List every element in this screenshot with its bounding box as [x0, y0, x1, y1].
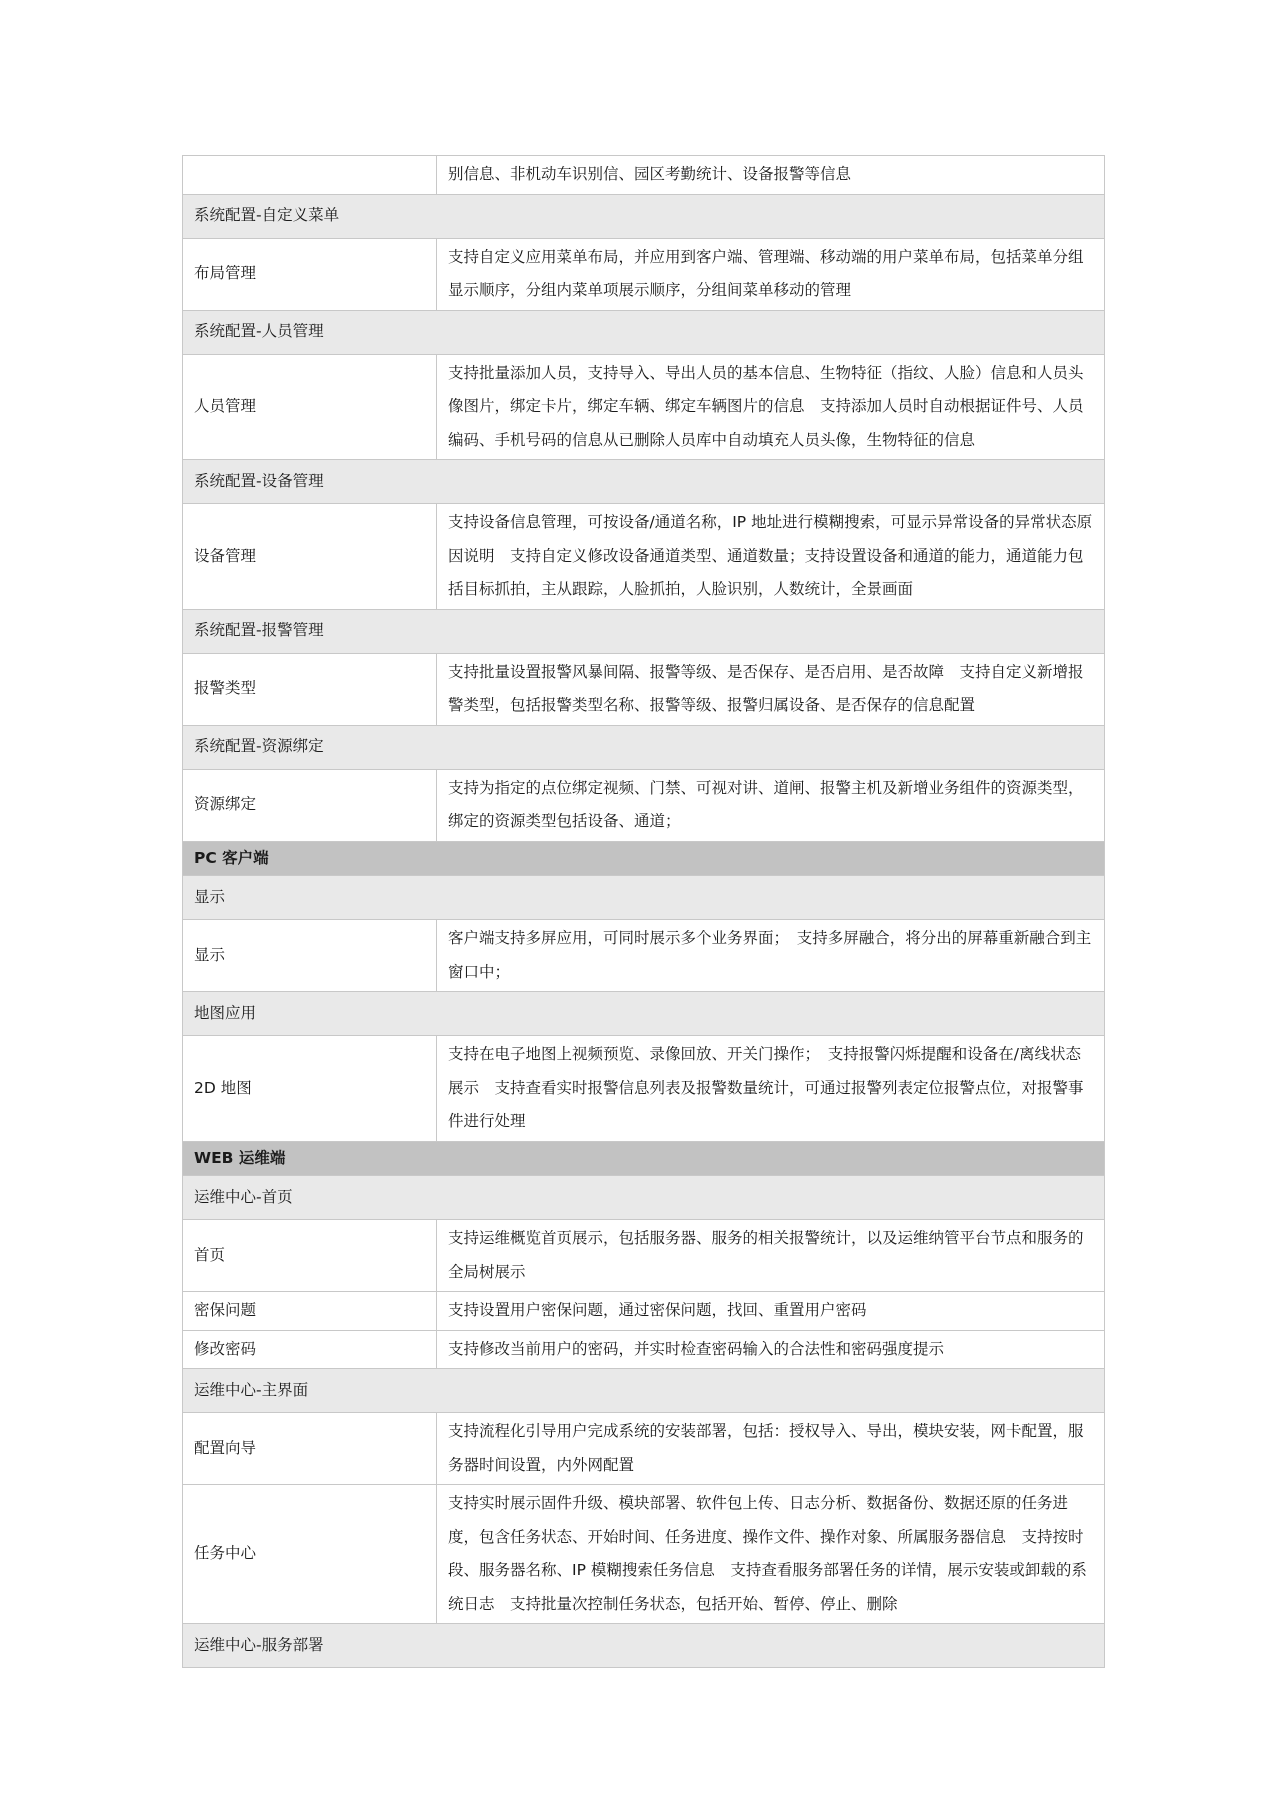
feature-description: 支持设备信息管理，可按设备/通道名称，IP 地址进行模糊搜索，可显示异常设备的异常状态原因说明 支持自定义修改设备通道类型、通道数量；支持设置设备和通道的能力，通道能力包括目标抓拍，主从跟踪，人脸抓拍，人脸识别，人数统计，全景画面: [437, 504, 1105, 610]
table-row: [183, 1036, 1105, 1142]
feature-name: 2D 地图: [183, 1036, 437, 1142]
feature-description: 客户端支持多屏应用，可同时展示多个业务界面； 支持多屏融合，将分出的屏幕重新融合到主窗口中；: [437, 920, 1105, 992]
major-section-title: WEB 运维端: [183, 1141, 1105, 1176]
feature-name: 密保问题: [183, 1292, 437, 1331]
feature-name: 配置向导: [183, 1413, 437, 1485]
section-row: [183, 876, 1105, 920]
major-section-title: PC 客户端: [183, 841, 1105, 876]
section-title: 运维中心-首页: [183, 1176, 1105, 1220]
table-row: [183, 1485, 1105, 1624]
section-title: 运维中心-服务部署: [183, 1624, 1105, 1668]
feature-description: 支持流程化引导用户完成系统的安装部署，包括：授权导入、导出，模块安装，网卡配置，服务器时间设置，内外网配置: [437, 1413, 1105, 1485]
table-row: [183, 1292, 1105, 1331]
feature-description: 支持运维概览首页展示，包括服务器、服务的相关报警统计，以及运维纳管平台节点和服务的全局树展示: [437, 1220, 1105, 1292]
section-row: [183, 460, 1105, 504]
section-row: [183, 1369, 1105, 1413]
feature-description: 支持修改当前用户的密码，并实时检查密码输入的合法性和密码强度提示: [437, 1330, 1105, 1369]
spec-table: [182, 155, 1105, 1668]
feature-name: 首页: [183, 1220, 437, 1292]
table-row: [183, 653, 1105, 725]
table-row: [183, 238, 1105, 310]
major-section-row: [183, 1141, 1105, 1176]
table-row: [183, 1330, 1105, 1369]
feature-description: 支持在电子地图上视频预览、录像回放、开关门操作； 支持报警闪烁提醒和设备在/离线状态展示 支持查看实时报警信息列表及报警数量统计，可通过报警列表定位报警点位，对报警事件进行处理: [437, 1036, 1105, 1142]
table-row: [183, 920, 1105, 992]
section-title: 系统配置-报警管理: [183, 609, 1105, 653]
table-row: [183, 769, 1105, 841]
feature-description: 支持为指定的点位绑定视频、门禁、可视对讲、道闸、报警主机及新增业务组件的资源类型，绑定的资源类型包括设备、通道；: [437, 769, 1105, 841]
feature-description: 支持自定义应用菜单布局，并应用到客户端、管理端、移动端的用户菜单布局，包括菜单分组显示顺序，分组内菜单项展示顺序，分组间菜单移动的管理: [437, 238, 1105, 310]
spec-table-body: [183, 156, 1105, 1668]
table-row: [183, 1413, 1105, 1485]
section-title: 显示: [183, 876, 1105, 920]
feature-description: 别信息、非机动车识别信、园区考勤统计、设备报警等信息: [437, 156, 1105, 195]
section-title: 运维中心-主界面: [183, 1369, 1105, 1413]
section-row: [183, 725, 1105, 769]
feature-description: 支持批量添加人员，支持导入、导出人员的基本信息、生物特征（指纹、人脸）信息和人员头像图片，绑定卡片，绑定车辆、绑定车辆图片的信息 支持添加人员时自动根据证件号、人员编码、手机号码的信息从已删除人员库中自动填充人员头像，生物特征的信息: [437, 354, 1105, 460]
feature-name: 报警类型: [183, 653, 437, 725]
table-row: [183, 156, 1105, 195]
feature-description: 支持实时展示固件升级、模块部署、软件包上传、日志分析、数据备份、数据还原的任务进度，包含任务状态、开始时间、任务进度、操作文件、操作对象、所属服务器信息 支持按时段、服务器名称、IP 模糊搜索任务信息 支持查看服务部署任务的详情，展示安装或卸载的系统日志 支持批量次控制任务状态，包括开始、暂停、停止、删除: [437, 1485, 1105, 1624]
feature-name: 显示: [183, 920, 437, 992]
feature-name: 修改密码: [183, 1330, 437, 1369]
feature-name: 布局管理: [183, 238, 437, 310]
feature-name: [183, 156, 437, 195]
feature-name: 任务中心: [183, 1485, 437, 1624]
feature-description: 支持批量设置报警风暴间隔、报警等级、是否保存、是否启用、是否故障 支持自定义新增报警类型，包括报警类型名称、报警等级、报警归属设备、是否保存的信息配置: [437, 653, 1105, 725]
document-page: [182, 155, 1104, 1668]
major-section-row: [183, 841, 1105, 876]
table-row: [183, 1220, 1105, 1292]
feature-description: 支持设置用户密保问题，通过密保问题，找回、重置用户密码: [437, 1292, 1105, 1331]
section-row: [183, 310, 1105, 354]
section-row: [183, 609, 1105, 653]
section-row: [183, 194, 1105, 238]
section-title: 系统配置-设备管理: [183, 460, 1105, 504]
section-title: 系统配置-资源绑定: [183, 725, 1105, 769]
section-title: 系统配置-自定义菜单: [183, 194, 1105, 238]
feature-name: 人员管理: [183, 354, 437, 460]
table-row: [183, 354, 1105, 460]
section-title: 系统配置-人员管理: [183, 310, 1105, 354]
section-row: [183, 1176, 1105, 1220]
section-row: [183, 1624, 1105, 1668]
table-row: [183, 504, 1105, 610]
section-row: [183, 992, 1105, 1036]
feature-name: 设备管理: [183, 504, 437, 610]
feature-name: 资源绑定: [183, 769, 437, 841]
section-title: 地图应用: [183, 992, 1105, 1036]
